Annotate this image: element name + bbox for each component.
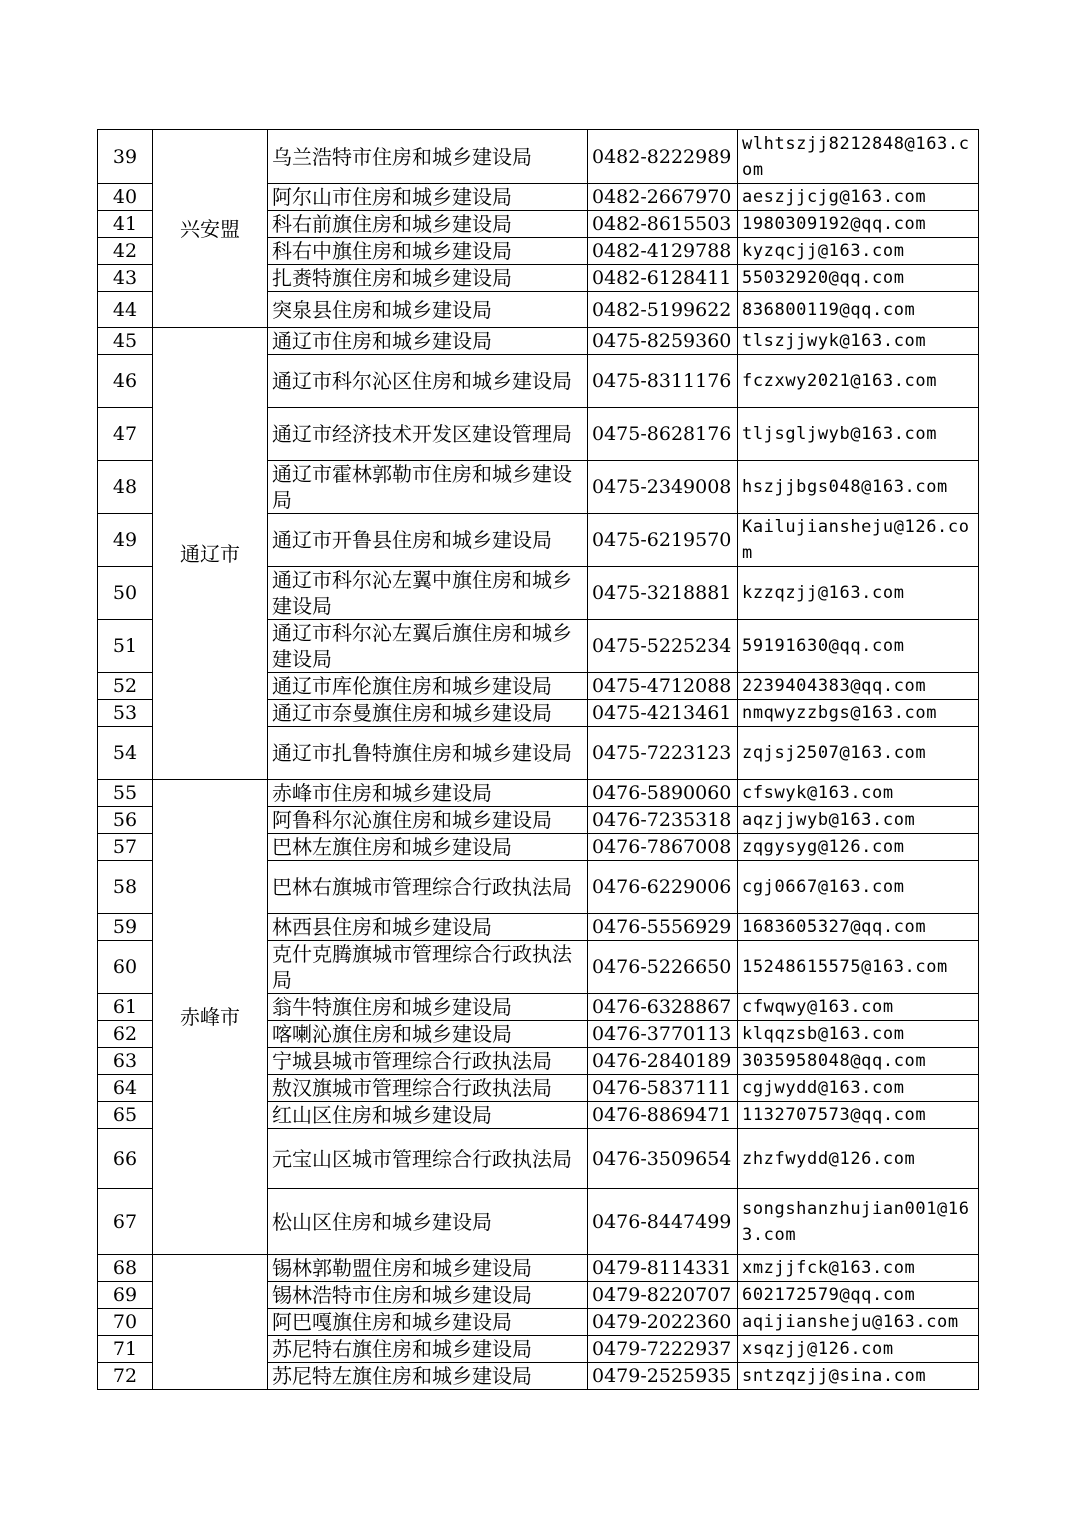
row-number: 62 — [98, 1021, 153, 1048]
phone-number: 0476-5890060 — [588, 780, 738, 807]
email-address: 15248615575@163.com — [738, 941, 979, 994]
agency-name: 阿巴嘎旗住房和城乡建设局 — [268, 1309, 588, 1336]
email-address: 602172579@qq.com — [738, 1282, 979, 1309]
email-address: 1980309192@qq.com — [738, 211, 979, 238]
phone-number: 0479-8114331 — [588, 1255, 738, 1282]
phone-number: 0482-8615503 — [588, 211, 738, 238]
agency-name: 敖汉旗城市管理综合行政执法局 — [268, 1075, 588, 1102]
city-group-cell — [153, 1255, 268, 1390]
email-address: cgjwydd@163.com — [738, 1075, 979, 1102]
agency-name: 突泉县住房和城乡建设局 — [268, 292, 588, 328]
agency-name: 科右前旗住房和城乡建设局 — [268, 211, 588, 238]
phone-number: 0475-4213461 — [588, 700, 738, 727]
email-address: cgj0667@163.com — [738, 861, 979, 914]
email-address: klqqzsb@163.com — [738, 1021, 979, 1048]
row-number: 41 — [98, 211, 153, 238]
email-address: 2239404383@qq.com — [738, 673, 979, 700]
row-number: 65 — [98, 1102, 153, 1129]
row-number: 64 — [98, 1075, 153, 1102]
phone-number: 0475-7223123 — [588, 727, 738, 780]
contact-table — [97, 129, 979, 1390]
agency-name: 苏尼特右旗住房和城乡建设局 — [268, 1336, 588, 1363]
phone-number: 0475-2349008 — [588, 461, 738, 514]
row-number: 58 — [98, 861, 153, 914]
agency-name: 喀喇沁旗住房和城乡建设局 — [268, 1021, 588, 1048]
agency-name: 松山区住房和城乡建设局 — [268, 1189, 588, 1255]
agency-name: 锡林郭勒盟住房和城乡建设局 — [268, 1255, 588, 1282]
row-number: 46 — [98, 355, 153, 408]
phone-number: 0476-7235318 — [588, 807, 738, 834]
email-address: 55032920@qq.com — [738, 265, 979, 292]
row-number: 47 — [98, 408, 153, 461]
row-number: 39 — [98, 130, 153, 184]
email-address: zqjsj2507@163.com — [738, 727, 979, 780]
phone-number: 0482-6128411 — [588, 265, 738, 292]
agency-name: 红山区住房和城乡建设局 — [268, 1102, 588, 1129]
city-group-cell: 赤峰市 — [153, 780, 268, 1255]
email-address: 59191630@qq.com — [738, 620, 979, 673]
row-number: 45 — [98, 328, 153, 355]
table-row — [98, 780, 979, 807]
phone-number: 0476-5226650 — [588, 941, 738, 994]
phone-number: 0475-8311176 — [588, 355, 738, 408]
row-number: 43 — [98, 265, 153, 292]
email-address: 1683605327@qq.com — [738, 914, 979, 941]
phone-number: 0475-4712088 — [588, 673, 738, 700]
row-number: 59 — [98, 914, 153, 941]
table-row — [98, 328, 979, 355]
phone-number: 0475-6219570 — [588, 514, 738, 567]
phone-number: 0476-7867008 — [588, 834, 738, 861]
phone-number: 0476-5556929 — [588, 914, 738, 941]
agency-name: 翁牛特旗住房和城乡建设局 — [268, 994, 588, 1021]
agency-name: 扎赉特旗住房和城乡建设局 — [268, 265, 588, 292]
agency-name: 巴林右旗城市管理综合行政执法局 — [268, 861, 588, 914]
row-number: 50 — [98, 567, 153, 620]
agency-name: 通辽市奈曼旗住房和城乡建设局 — [268, 700, 588, 727]
agency-name: 通辽市科尔沁左翼后旗住房和城乡建设局 — [268, 620, 588, 673]
phone-number: 0479-7222937 — [588, 1336, 738, 1363]
email-address: 3035958048@qq.com — [738, 1048, 979, 1075]
email-address: nmqwyzzbgs@163.com — [738, 700, 979, 727]
email-address: Kailujiansheju@126.com — [738, 514, 979, 567]
phone-number: 0475-5225234 — [588, 620, 738, 673]
phone-number: 0476-6229006 — [588, 861, 738, 914]
agency-name: 通辽市科尔沁区住房和城乡建设局 — [268, 355, 588, 408]
phone-number: 0482-4129788 — [588, 238, 738, 265]
phone-number: 0476-3770113 — [588, 1021, 738, 1048]
phone-number: 0475-8628176 — [588, 408, 738, 461]
row-number: 49 — [98, 514, 153, 567]
phone-number: 0479-8220707 — [588, 1282, 738, 1309]
city-group-cell: 通辽市 — [153, 328, 268, 780]
row-number: 68 — [98, 1255, 153, 1282]
agency-name: 通辽市住房和城乡建设局 — [268, 328, 588, 355]
phone-number: 0479-2525935 — [588, 1363, 738, 1390]
row-number: 63 — [98, 1048, 153, 1075]
email-address: aqzjjwyb@163.com — [738, 807, 979, 834]
row-number: 70 — [98, 1309, 153, 1336]
row-number: 55 — [98, 780, 153, 807]
phone-number: 0476-5837111 — [588, 1075, 738, 1102]
email-address: sntzqzjj@sina.com — [738, 1363, 979, 1390]
row-number: 69 — [98, 1282, 153, 1309]
email-address: tljsgljwyb@163.com — [738, 408, 979, 461]
email-address: tlszjjwyk@163.com — [738, 328, 979, 355]
agency-name: 赤峰市住房和城乡建设局 — [268, 780, 588, 807]
phone-number: 0476-3509654 — [588, 1129, 738, 1189]
agency-name: 通辽市经济技术开发区建设管理局 — [268, 408, 588, 461]
phone-number: 0476-6328867 — [588, 994, 738, 1021]
email-address: cfswyk@163.com — [738, 780, 979, 807]
email-address: aqijiansheju@163.com — [738, 1309, 979, 1336]
email-address: xmzjjfck@163.com — [738, 1255, 979, 1282]
row-number: 51 — [98, 620, 153, 673]
row-number: 42 — [98, 238, 153, 265]
row-number: 56 — [98, 807, 153, 834]
email-address: hszjjbgs048@163.com — [738, 461, 979, 514]
email-address: wlhtszjj8212848@163.com — [738, 130, 979, 184]
agency-name: 通辽市霍林郭勒市住房和城乡建设局 — [268, 461, 588, 514]
agency-name: 乌兰浩特市住房和城乡建设局 — [268, 130, 588, 184]
agency-name: 锡林浩特市住房和城乡建设局 — [268, 1282, 588, 1309]
agency-name: 巴林左旗住房和城乡建设局 — [268, 834, 588, 861]
agency-name: 阿尔山市住房和城乡建设局 — [268, 184, 588, 211]
row-number: 40 — [98, 184, 153, 211]
email-address: 836800119@qq.com — [738, 292, 979, 328]
email-address: kzzqzjj@163.com — [738, 567, 979, 620]
phone-number: 0476-8447499 — [588, 1189, 738, 1255]
row-number: 52 — [98, 673, 153, 700]
row-number: 53 — [98, 700, 153, 727]
agency-name: 宁城县城市管理综合行政执法局 — [268, 1048, 588, 1075]
agency-name: 通辽市扎鲁特旗住房和城乡建设局 — [268, 727, 588, 780]
phone-number: 0482-8222989 — [588, 130, 738, 184]
email-address: zhzfwydd@126.com — [738, 1129, 979, 1189]
email-address: zqgysyg@126.com — [738, 834, 979, 861]
phone-number: 0482-2667970 — [588, 184, 738, 211]
phone-number: 0476-8869471 — [588, 1102, 738, 1129]
agency-name: 阿鲁科尔沁旗住房和城乡建设局 — [268, 807, 588, 834]
agency-name: 元宝山区城市管理综合行政执法局 — [268, 1129, 588, 1189]
email-address: xsqzjj@126.com — [738, 1336, 979, 1363]
row-number: 44 — [98, 292, 153, 328]
agency-name: 科右中旗住房和城乡建设局 — [268, 238, 588, 265]
row-number: 54 — [98, 727, 153, 780]
phone-number: 0475-8259360 — [588, 328, 738, 355]
row-number: 72 — [98, 1363, 153, 1390]
row-number: 48 — [98, 461, 153, 514]
email-address: kyzqcjj@163.com — [738, 238, 979, 265]
email-address: fczxwy2021@163.com — [738, 355, 979, 408]
phone-number: 0476-2840189 — [588, 1048, 738, 1075]
table-row — [98, 130, 979, 184]
agency-name: 苏尼特左旗住房和城乡建设局 — [268, 1363, 588, 1390]
agency-name: 林西县住房和城乡建设局 — [268, 914, 588, 941]
phone-number: 0482-5199622 — [588, 292, 738, 328]
agency-name: 克什克腾旗城市管理综合行政执法局 — [268, 941, 588, 994]
email-address: aeszjjcjg@163.com — [738, 184, 979, 211]
phone-number: 0479-2022360 — [588, 1309, 738, 1336]
agency-name: 通辽市库伦旗住房和城乡建设局 — [268, 673, 588, 700]
row-number: 66 — [98, 1129, 153, 1189]
phone-number: 0475-3218881 — [588, 567, 738, 620]
table-row — [98, 1255, 979, 1282]
agency-name: 通辽市科尔沁左翼中旗住房和城乡建设局 — [268, 567, 588, 620]
row-number: 57 — [98, 834, 153, 861]
contact-table-body — [98, 130, 979, 1390]
row-number: 67 — [98, 1189, 153, 1255]
row-number: 61 — [98, 994, 153, 1021]
row-number: 60 — [98, 941, 153, 994]
email-address: cfwqwy@163.com — [738, 994, 979, 1021]
row-number: 71 — [98, 1336, 153, 1363]
city-group-cell: 兴安盟 — [153, 130, 268, 328]
email-address: 1132707573@qq.com — [738, 1102, 979, 1129]
email-address: songshanzhujian001@163.com — [738, 1189, 979, 1255]
agency-name: 通辽市开鲁县住房和城乡建设局 — [268, 514, 588, 567]
